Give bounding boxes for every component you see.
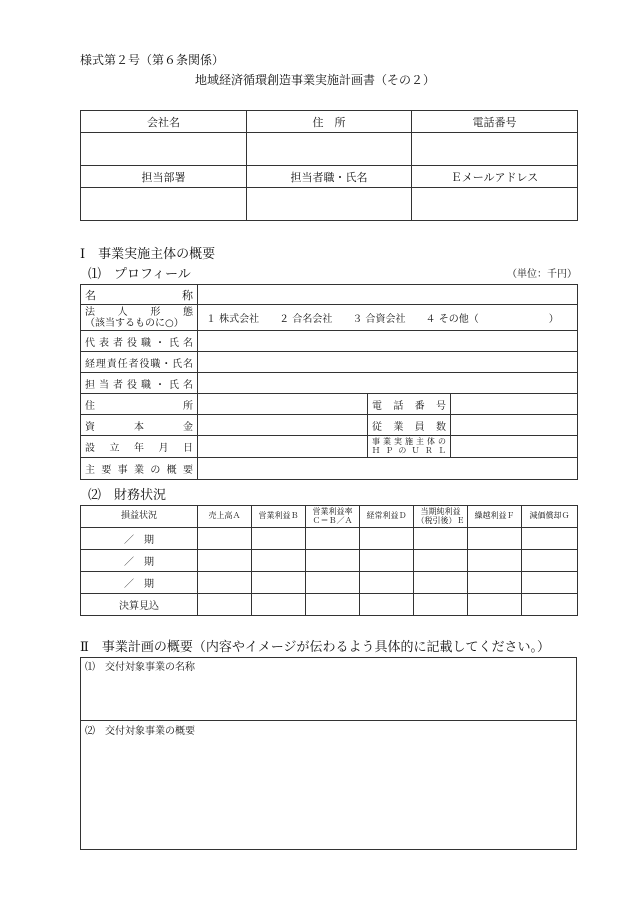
finance-col-net-income: 当期純利益 （税引後）Ｅ: [414, 506, 468, 528]
finance-cell-ordinary-profit[interactable]: [360, 528, 414, 550]
email-header: Ｅメールアドレス: [412, 166, 578, 188]
finance-cell-sales[interactable]: [198, 572, 252, 594]
capital-field[interactable]: [198, 415, 368, 436]
hp-url-label-2: ＨＰのＵＲＬ: [372, 445, 446, 455]
finance-row: [81, 594, 578, 616]
finance-cell-net-income[interactable]: [414, 550, 468, 572]
finance-cell-ordinary-profit[interactable]: [360, 594, 414, 616]
address-header: 住 所: [247, 111, 412, 133]
form-label: 様式第２号（第６条関係）: [80, 53, 225, 67]
finance-row: [81, 528, 578, 550]
finance-cell-operating-profit[interactable]: [252, 550, 306, 572]
finance-table: [80, 505, 578, 616]
accounting-manager-label: 経理責任者役職・氏名: [81, 352, 198, 373]
finance-cell-net-income[interactable]: [414, 594, 468, 616]
project-overview-label: ⑵ 交付対象事業の概要: [85, 726, 195, 737]
hp-url-label: [368, 436, 451, 458]
hp-url-field[interactable]: [451, 436, 578, 458]
finance-col-ordinary-profit: 経常利益Ｄ: [360, 506, 414, 528]
section2-heading: Ⅱ 事業計画の概要（内容やイメージが伝わるよう具体的に記載してください。）: [80, 640, 550, 655]
unit-note: （単位：千円）: [507, 269, 577, 280]
project-name-label: ⑴ 交付対象事業の名称: [85, 662, 195, 673]
finance-col-operating-margin: 営業利益率 Ｃ＝Ｂ／Ａ: [306, 506, 360, 528]
department-field[interactable]: [81, 188, 247, 221]
profile-heading: ⑴ プロフィール: [88, 267, 191, 282]
phone-field[interactable]: [412, 133, 578, 166]
finance-cell-operating-margin[interactable]: [306, 550, 360, 572]
name-field[interactable]: [198, 285, 578, 305]
finance-cell-retained-earnings[interactable]: [468, 528, 522, 550]
profile-address-field[interactable]: [198, 394, 368, 415]
finance-cell-operating-margin[interactable]: [306, 594, 360, 616]
representative-field[interactable]: [198, 331, 578, 352]
finance-cell-sales[interactable]: [198, 594, 252, 616]
finance-period-label: ／ 期: [81, 572, 198, 594]
representative-label: 代表者役職・氏名: [81, 331, 198, 352]
finance-cell-sales[interactable]: [198, 528, 252, 550]
project-name-box[interactable]: [80, 657, 577, 721]
finance-cell-operating-profit[interactable]: [252, 594, 306, 616]
department-header: 担当部署: [81, 166, 247, 188]
finance-col-operating-profit: 営業利益Ｂ: [252, 506, 306, 528]
finance-cell-ordinary-profit[interactable]: [360, 550, 414, 572]
corp-type-options[interactable]: １ 株式会社 ２ 合名会社 ３ 合資会社 ４ その他（ ）: [198, 305, 578, 331]
corp-type-label: [81, 305, 198, 331]
contact-person-field[interactable]: [247, 188, 412, 221]
contact-person-header: 担当者職・氏名: [247, 166, 412, 188]
finance-row: [81, 572, 578, 594]
finance-row: [81, 550, 578, 572]
finance-period-label: 決算見込: [81, 594, 198, 616]
finance-cell-retained-earnings[interactable]: [468, 572, 522, 594]
finance-cell-operating-margin[interactable]: [306, 528, 360, 550]
accounting-manager-field[interactable]: [198, 352, 578, 373]
finance-cell-retained-earnings[interactable]: [468, 594, 522, 616]
contact-table: [80, 110, 578, 221]
business-summary-field[interactable]: [198, 458, 578, 480]
capital-label: 資 本 金: [81, 415, 198, 436]
finance-col-profit-status: 損益状況: [81, 506, 198, 528]
finance-period-label: ／ 期: [81, 528, 198, 550]
founded-label: 設 立 年 月 日: [81, 436, 198, 458]
profile-phone-label: 電 話 番 号: [368, 394, 451, 415]
employees-field[interactable]: [451, 415, 578, 436]
project-overview-box[interactable]: [80, 720, 577, 850]
staff-label: 担当者役職・氏名: [81, 373, 198, 394]
finance-cell-ordinary-profit[interactable]: [360, 572, 414, 594]
finance-col-depreciation: 減価償却Ｇ: [522, 506, 578, 528]
phone-header: 電話番号: [412, 111, 578, 133]
finance-cell-depreciation[interactable]: [522, 572, 578, 594]
document-title: 地域経済循環創造事業実施計画書（その２）: [194, 73, 435, 87]
finance-header-row: [81, 506, 578, 528]
employees-label: 従 業 員 数: [368, 415, 451, 436]
corp-type-label-2: （該当するものに○）: [85, 317, 184, 329]
name-label: 名 称: [81, 285, 198, 305]
hp-url-label-1: 事業実施主体の: [372, 437, 446, 447]
finance-cell-operating-profit[interactable]: [252, 572, 306, 594]
finance-cell-depreciation[interactable]: [522, 528, 578, 550]
finance-cell-depreciation[interactable]: [522, 550, 578, 572]
company-name-header: 会社名: [81, 111, 247, 133]
finance-cell-retained-earnings[interactable]: [468, 550, 522, 572]
finance-cell-net-income[interactable]: [414, 528, 468, 550]
company-name-field[interactable]: [81, 133, 247, 166]
section1-heading: Ⅰ 事業実施主体の概要: [80, 247, 216, 262]
business-summary-label: 主要事業の概要: [81, 458, 198, 480]
finance-cell-depreciation[interactable]: [522, 594, 578, 616]
finance-cell-operating-margin[interactable]: [306, 572, 360, 594]
staff-field[interactable]: [198, 373, 578, 394]
profile-phone-field[interactable]: [451, 394, 578, 415]
finance-col-retained-earnings: 繰越利益Ｆ: [468, 506, 522, 528]
finance-heading: ⑵ 財務状況: [88, 488, 167, 503]
finance-cell-sales[interactable]: [198, 550, 252, 572]
address-label: 住 所: [81, 394, 198, 415]
profile-table: [80, 284, 578, 480]
finance-col-sales: 売上高Ａ: [198, 506, 252, 528]
finance-cell-operating-profit[interactable]: [252, 528, 306, 550]
email-field[interactable]: [412, 188, 578, 221]
address-field[interactable]: [247, 133, 412, 166]
finance-period-label: ／ 期: [81, 550, 198, 572]
finance-cell-net-income[interactable]: [414, 572, 468, 594]
corp-type-label-1: 法 人 形 態: [85, 306, 193, 318]
founded-field[interactable]: [198, 436, 368, 458]
